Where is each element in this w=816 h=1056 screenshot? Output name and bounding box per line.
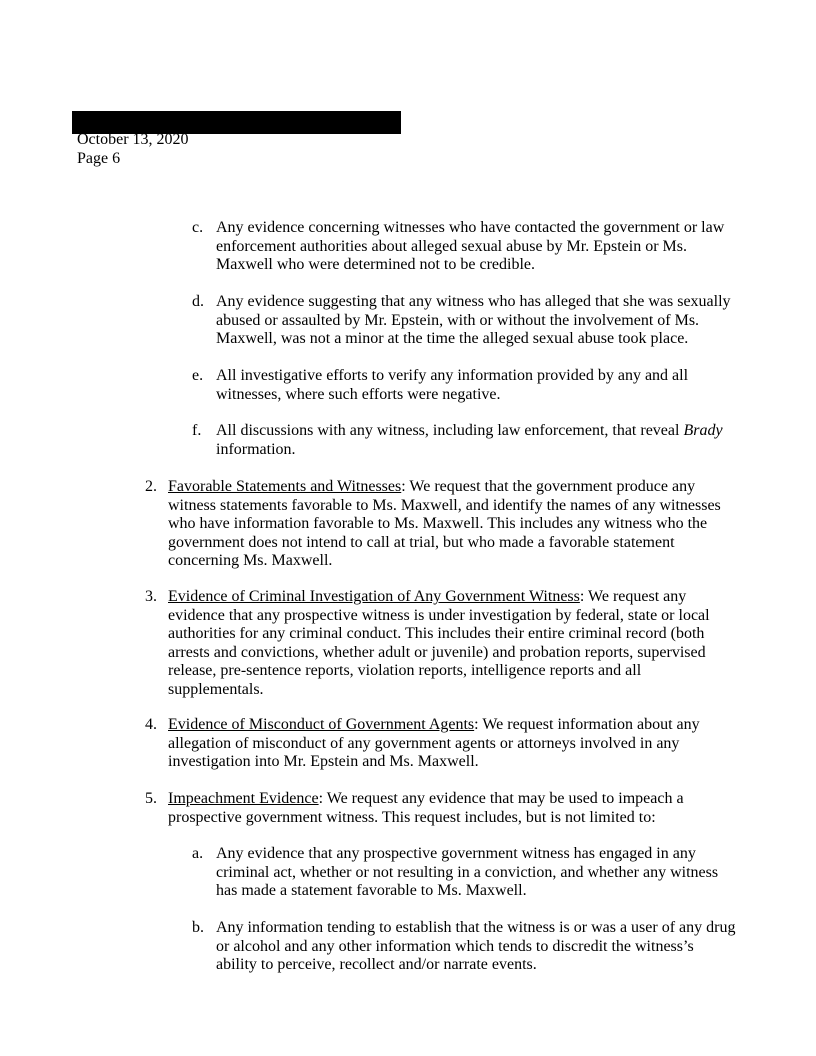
list-item-b	[192, 919, 737, 975]
section-body: : We request that the government produce any witness statements favorable to Ms. Maxwell, and identify the names of any witnesses who have information favorable to Ms. Maxwell. This includes any witness who the government does not intend to call at trial, but who made a favorable statement concerning Ms. Maxwell.	[168, 478, 721, 569]
section-body: : We request any evidence that may be used to impeach a prospective government witness. This request includes, but is not limited to:	[168, 790, 684, 826]
list-label: c.	[192, 219, 204, 236]
list-text-part: All discussions with any witness, including law enforcement, that reveal	[216, 422, 684, 439]
list-label: 2.	[145, 478, 157, 495]
list-text: All investigative efforts to verify any information provided by any and all witnesses, where such efforts were negative.	[216, 367, 689, 403]
list-item-c	[192, 219, 737, 275]
list-label: d.	[192, 293, 204, 310]
list-text: Any information tending to establish that the witness is or was a user of any drug or alcohol and any other information which tends to discredit the witness’s ability to perceive, recollect and/or narrate events.	[216, 919, 736, 973]
list-label: 5.	[145, 790, 157, 807]
list-item-e	[192, 367, 737, 404]
list-text	[168, 716, 735, 772]
list-label: 4.	[145, 716, 157, 733]
list-text: Any evidence suggesting that any witness who has alleged that she was sexually abused or assaulted by Mr. Epstein, with or without the involvement of Ms. Maxwell, was not a minor at the time the alleged sexual abuse took place.	[216, 293, 731, 347]
list-item-3	[145, 588, 735, 699]
list-text: Any evidence that any prospective government witness has engaged in any criminal act, whether or not resulting in a conviction, and whether any witness has made a statement favorable to Ms. Maxwell.	[216, 845, 719, 899]
list-label: e.	[192, 367, 204, 384]
list-label: 3.	[145, 588, 157, 605]
list-item-d	[192, 293, 737, 349]
list-text	[216, 422, 737, 459]
list-text	[168, 478, 735, 571]
list-item-f	[192, 422, 737, 459]
section-heading: Evidence of Misconduct of Government Agents	[168, 716, 475, 733]
list-label: f.	[192, 422, 202, 439]
list-label: a.	[192, 845, 204, 862]
list-label: b.	[192, 919, 204, 936]
header-date: October 13, 2020	[77, 131, 189, 148]
list-text	[168, 790, 735, 827]
brady-italic: Brady	[683, 422, 723, 439]
header-page-number: Page 6	[77, 150, 121, 167]
section-body: : We request information about any allegation of misconduct of any government agents or attorneys involved in any investigation into Mr. Epstein and Ms. Maxwell.	[168, 716, 700, 770]
list-text: Any evidence concerning witnesses who have contacted the government or law enforcement authorities about alleged sexual abuse by Mr. Epstein or Ms. Maxwell who were determined not to be credible.	[216, 219, 725, 273]
section-body: : We request any evidence that any prospective witness is under investigation by federal, state or local authorities for any criminal conduct. This includes their entire criminal record (both arrests and convictions, whether adult or juvenile) and probation reports, supervised release, pre-sentence reports, violation reports, intelligence reports and all supplementals.	[168, 588, 710, 698]
section-heading: Evidence of Criminal Investigation of Any Government Witness	[168, 588, 580, 605]
section-heading: Favorable Statements and Witnesses	[168, 478, 402, 495]
list-item-2	[145, 478, 735, 571]
list-item-5	[145, 790, 735, 827]
list-item-4	[145, 716, 735, 772]
list-text	[168, 588, 735, 699]
section-heading: Impeachment Evidence	[168, 790, 319, 807]
list-text-part: information.	[216, 440, 296, 458]
list-item-a	[192, 845, 737, 901]
